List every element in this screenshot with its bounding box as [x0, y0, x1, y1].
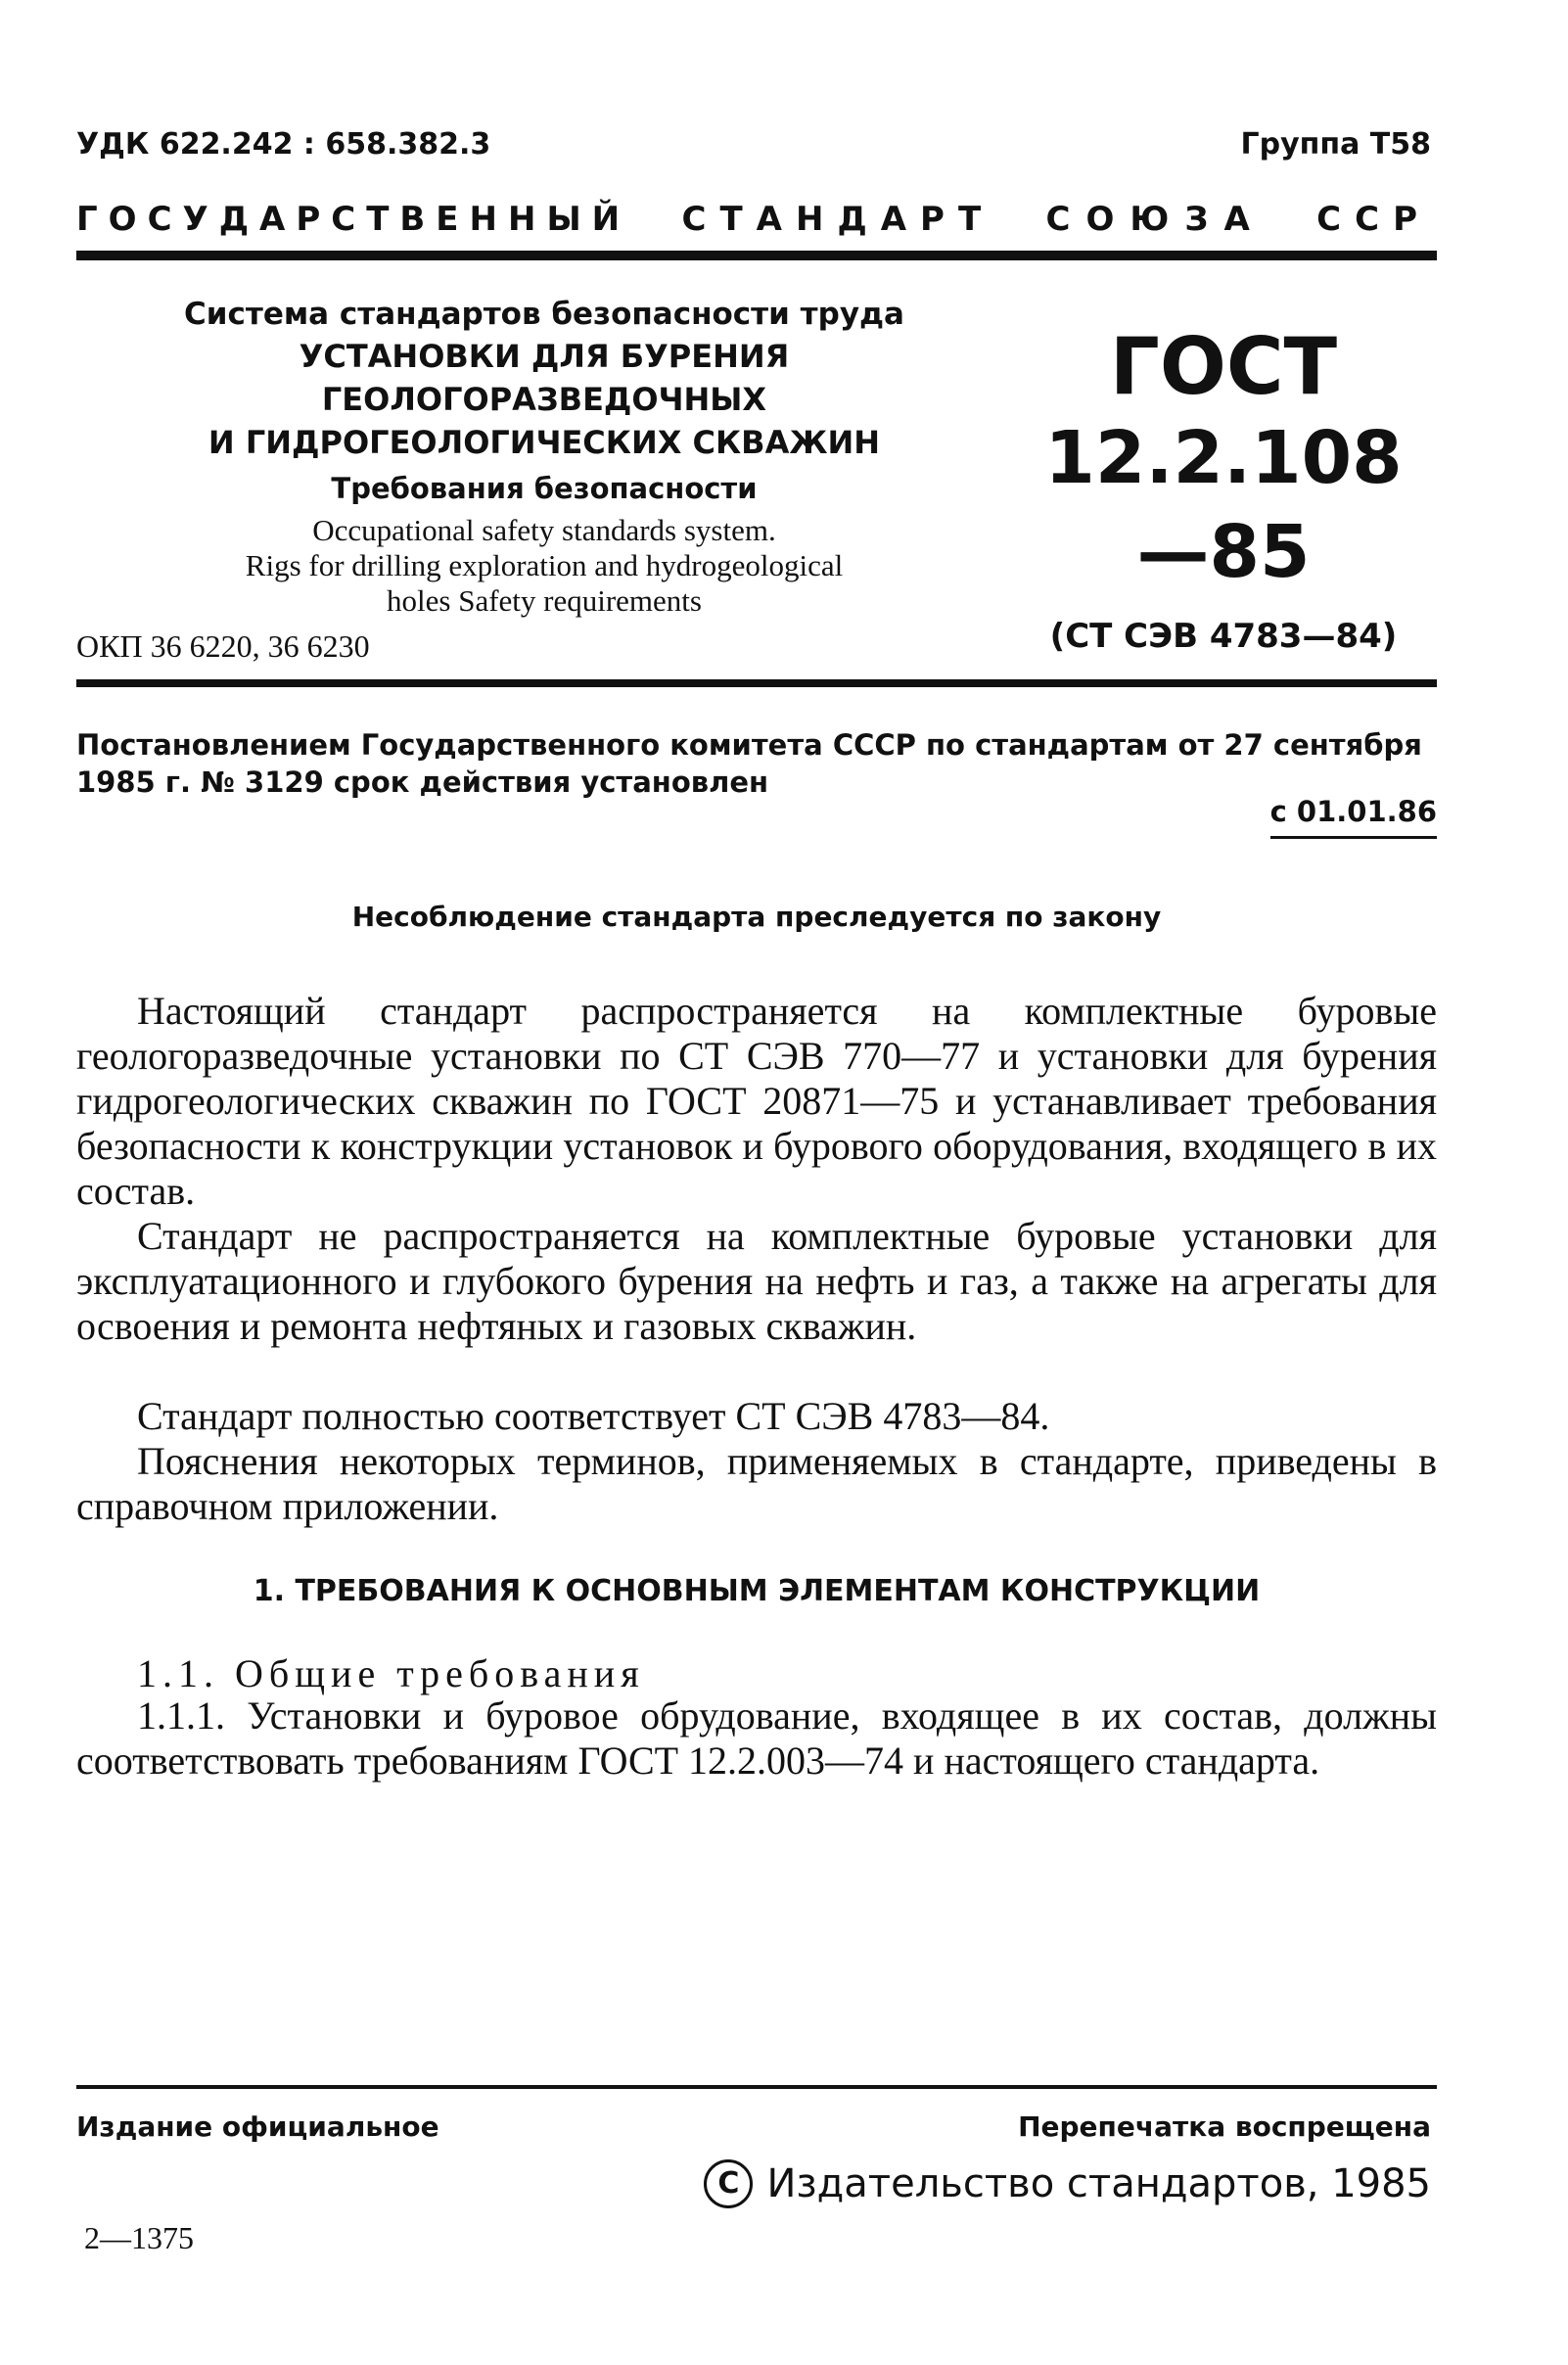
print-code: 2—1375 [84, 2220, 194, 2255]
publisher-line [704, 2159, 1431, 2208]
gost-number: 12.2.108—85 [1044, 416, 1403, 594]
edition-label: Издание официальное [76, 2110, 439, 2143]
udk-code: УДК 622.242 : 658.382.3 [76, 127, 491, 162]
banner-word: ГОСУДАРСТВЕННЫЙ [76, 200, 631, 239]
middle-divider [76, 679, 1437, 687]
publisher-name: Издательство стандартов, 1985 [766, 2161, 1431, 2206]
subtitle: Требования безопасности [331, 472, 758, 505]
footer-divider [76, 2085, 1437, 2089]
body-paragraph: 1.1.1. Установки и буровое обрудование, входящее в их состав, должны соответствовать требованиям ГОСТ 12.2.003—74 и настоящего стандарта. [76, 1693, 1437, 1783]
subsection-heading: 1.1. Общие требования [137, 1651, 645, 1695]
body-paragraph: Стандарт не распространяется на комплектные буровые установки для эксплуатационного и глубокого бурения на нефть и газ, а также на агрегаты для освоения и ремонта нефтяных и газовых скважин. [76, 1214, 1437, 1348]
body-paragraph: Пояснения некоторых терминов, применяемых в стандарте, приведены в справочном приложении. [76, 1439, 1437, 1528]
sev-reference: (СТ СЭВ 4783—84) [1049, 617, 1398, 656]
main-title-line1: УСТАНОВКИ ДЛЯ БУРЕНИЯ ГЕОЛОГОРАЗВЕДОЧНЫХ [299, 338, 790, 418]
main-title-line2: И ГИДРОГЕОЛОГИЧЕСКИХ СКВАЖИН [208, 424, 881, 461]
gost-label: ГОСТ [1109, 321, 1338, 412]
okp-code: ОКП 36 6220, 36 6230 [76, 628, 370, 664]
title-block [76, 294, 1012, 619]
english-line: Occupational safety standards system. [312, 513, 776, 547]
section-heading: 1. ТРЕБОВАНИЯ К ОСНОВНЫМ ЭЛЕМЕНТАМ КОНСТРУКЦИИ [253, 1574, 1261, 1608]
reprint-notice: Перепечатка воспрещена [1018, 2110, 1431, 2143]
law-notice: Несоблюдение стандарта преследуется по закону [351, 901, 1162, 933]
effective-date: с 01.01.86 [1270, 795, 1437, 839]
banner-word: СОЮЗА [1045, 200, 1266, 239]
resolution-text: Постановлением Государственного комитета СССР по стандартам от 27 сентября 1985 г. № 3129 срок действия установлен [76, 728, 1422, 799]
english-line: Rigs for drilling exploration and hydrogeological [245, 548, 844, 582]
state-standard-banner [76, 200, 1431, 239]
gost-designation [1018, 323, 1429, 666]
copyright-icon: C [704, 2159, 753, 2208]
banner-word: ССР [1316, 200, 1431, 239]
banner-word: СТАНДАРТ [681, 200, 995, 239]
group-code: Группа Т58 [1240, 127, 1431, 162]
body-paragraph: Стандарт полностью соответствует СТ СЭВ 4783—84. [137, 1394, 1050, 1438]
english-line: holes Safety requirements [387, 583, 702, 618]
system-title: Система стандартов безопасности труда [184, 297, 904, 332]
body-paragraph: Настоящий стандарт распространяется на комплектные буровые геологоразведочные установки по СТ СЭВ 770—77 и установки для бурения гидрогеологических скважин по ГОСТ 20871—75 и устанавливает требования безопасности к конструкции установок и бурового оборудования, входящего в их состав. [76, 989, 1437, 1213]
top-divider [76, 251, 1437, 260]
english-title [76, 513, 1012, 619]
